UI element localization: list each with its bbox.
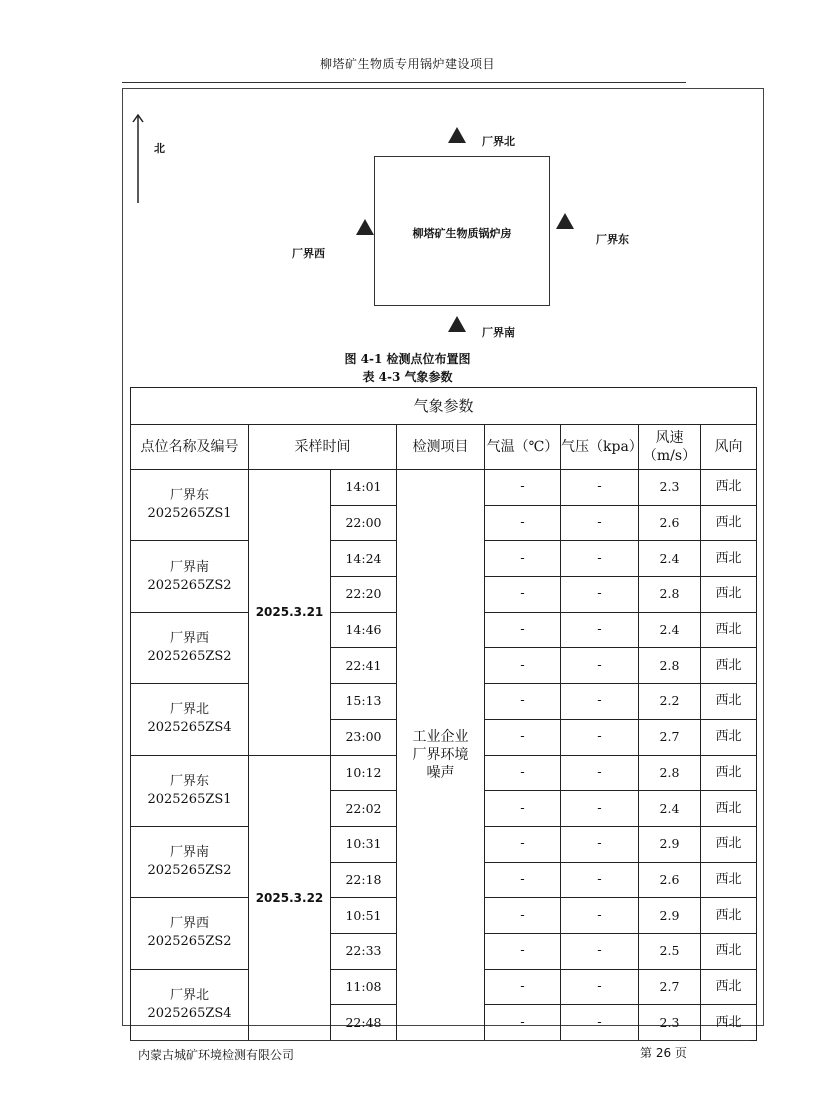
north-arrow-icon	[137, 113, 139, 203]
wind-speed-value: 2.9	[639, 898, 701, 934]
wind-direction-value: 西北	[701, 791, 757, 827]
pressure-value: -	[561, 684, 639, 720]
location-code: 2025265ZS4	[147, 720, 232, 736]
wind-speed-value: 2.4	[639, 541, 701, 577]
location-code: 2025265ZS4	[147, 1005, 232, 1021]
temperature-value: -	[485, 969, 561, 1005]
location-code: 2025265ZS2	[147, 648, 232, 664]
header-wind-direction: 风向	[701, 425, 757, 470]
pressure-value: -	[561, 541, 639, 577]
location-code: 2025265ZS2	[147, 863, 232, 879]
temperature-value: -	[485, 648, 561, 684]
sampling-time: 10:12	[331, 755, 397, 791]
wind-direction-value: 西北	[701, 470, 757, 506]
pressure-value: -	[561, 826, 639, 862]
footer-divider	[130, 1040, 750, 1041]
wind-direction-value: 西北	[701, 648, 757, 684]
pressure-value: -	[561, 648, 639, 684]
footer-company: 内蒙古城矿环境检测有限公司	[138, 1048, 295, 1062]
temperature-value: -	[485, 862, 561, 898]
location-name: 厂界北	[169, 987, 209, 1003]
wind-speed-value: 2.3	[639, 470, 701, 506]
pressure-value: -	[561, 505, 639, 541]
point-label-south: 厂界南	[482, 326, 515, 339]
pressure-value: -	[561, 577, 639, 613]
west-point-marker-icon	[356, 219, 374, 235]
wind-speed-value: 2.6	[639, 862, 701, 898]
pressure-value: -	[561, 612, 639, 648]
wind-direction-value: 西北	[701, 577, 757, 613]
point-label-east: 厂界东	[596, 233, 629, 246]
footer-page-number: 第 26 页	[640, 1046, 687, 1060]
location-name: 厂界南	[169, 559, 209, 575]
point-label-west: 厂界西	[292, 247, 325, 260]
figure-caption: 图 4-1 检测点位布置图	[344, 352, 471, 366]
header-temp: 气温（℃）	[485, 425, 561, 470]
page-header-title: 柳塔矿生物质专用锅炉建设项目	[319, 57, 495, 71]
location-cell	[131, 684, 249, 755]
wind-speed-value: 2.4	[639, 791, 701, 827]
meteorological-table	[130, 387, 757, 1041]
wind-direction-value: 西北	[701, 898, 757, 934]
wind-speed-value: 2.6	[639, 505, 701, 541]
sampling-date: 2025.3.21	[249, 470, 331, 756]
temperature-value: -	[485, 1005, 561, 1041]
sampling-time: 22:20	[331, 577, 397, 613]
location-cell	[131, 969, 249, 1040]
pressure-value: -	[561, 933, 639, 969]
sampling-time: 23:00	[331, 719, 397, 755]
location-cell	[131, 755, 249, 826]
wind-direction-value: 西北	[701, 826, 757, 862]
header-location: 点位名称及编号	[131, 425, 249, 470]
wind-direction-value: 西北	[701, 684, 757, 720]
north-point-marker-icon	[448, 127, 466, 143]
wind-direction-value: 西北	[701, 969, 757, 1005]
temperature-value: -	[485, 791, 561, 827]
north-label: 北	[154, 142, 165, 155]
sampling-time: 10:51	[331, 898, 397, 934]
wind-speed-value: 2.7	[639, 969, 701, 1005]
sampling-time: 22:02	[331, 791, 397, 827]
point-label-north: 厂界北	[482, 135, 515, 148]
sampling-time: 15:13	[331, 684, 397, 720]
sampling-date: 2025.3.22	[249, 755, 331, 1041]
temperature-value: -	[485, 898, 561, 934]
location-cell	[131, 826, 249, 897]
temperature-value: -	[485, 826, 561, 862]
location-code: 2025265ZS2	[147, 577, 232, 593]
header-wind-speed: 风速（m/s）	[639, 425, 701, 470]
wind-speed-value: 2.5	[639, 933, 701, 969]
wind-speed-value: 2.4	[639, 612, 701, 648]
pressure-value: -	[561, 898, 639, 934]
location-code: 2025265ZS1	[147, 506, 232, 522]
location-name: 厂界西	[169, 630, 209, 646]
wind-speed-value: 2.8	[639, 648, 701, 684]
building-label: 柳塔矿生物质锅炉房	[412, 227, 512, 240]
wind-direction-value: 西北	[701, 1005, 757, 1041]
sampling-time: 14:46	[331, 612, 397, 648]
south-point-marker-icon	[448, 316, 466, 332]
header-pressure: 气压（kpa）	[561, 425, 639, 470]
sampling-time: 14:01	[331, 470, 397, 506]
temperature-value: -	[485, 933, 561, 969]
temperature-value: -	[485, 755, 561, 791]
pressure-value: -	[561, 969, 639, 1005]
wind-speed-value: 2.8	[639, 577, 701, 613]
location-name: 厂界南	[169, 845, 209, 861]
location-name: 厂界东	[169, 773, 209, 789]
sampling-time: 11:08	[331, 969, 397, 1005]
wind-direction-value: 西北	[701, 505, 757, 541]
temperature-value: -	[485, 470, 561, 506]
wind-direction-value: 西北	[701, 541, 757, 577]
wind-speed-value: 2.9	[639, 826, 701, 862]
wind-direction-value: 西北	[701, 862, 757, 898]
pressure-value: -	[561, 470, 639, 506]
table-row	[131, 470, 757, 506]
location-name: 厂界东	[169, 488, 209, 504]
wind-speed-value: 2.3	[639, 1005, 701, 1041]
sampling-time: 22:18	[331, 862, 397, 898]
table-body	[131, 470, 757, 1041]
sampling-time: 22:33	[331, 933, 397, 969]
sampling-time: 22:48	[331, 1005, 397, 1041]
pressure-value: -	[561, 755, 639, 791]
test-item: 工业企业厂界环境噪声	[397, 470, 485, 1041]
sampling-time: 10:31	[331, 826, 397, 862]
location-code: 2025265ZS2	[147, 934, 232, 950]
wind-direction-value: 西北	[701, 933, 757, 969]
wind-direction-value: 西北	[701, 719, 757, 755]
wind-speed-value: 2.2	[639, 684, 701, 720]
location-name: 厂界西	[169, 916, 209, 932]
temperature-value: -	[485, 541, 561, 577]
temperature-value: -	[485, 505, 561, 541]
east-point-marker-icon	[556, 213, 574, 229]
location-cell	[131, 470, 249, 541]
location-cell	[131, 541, 249, 612]
pressure-value: -	[561, 791, 639, 827]
sampling-time: 22:41	[331, 648, 397, 684]
temperature-value: -	[485, 612, 561, 648]
temperature-value: -	[485, 719, 561, 755]
header-divider	[122, 82, 686, 83]
wind-direction-value: 西北	[701, 612, 757, 648]
location-name: 厂界北	[169, 702, 209, 718]
wind-speed-value: 2.7	[639, 719, 701, 755]
temperature-value: -	[485, 684, 561, 720]
location-cell	[131, 612, 249, 683]
table-title: 气象参数	[131, 388, 757, 425]
pressure-value: -	[561, 1005, 639, 1041]
header-sampling-time: 采样时间	[249, 425, 397, 470]
wind-speed-value: 2.8	[639, 755, 701, 791]
header-item: 检测项目	[397, 425, 485, 470]
location-cell	[131, 898, 249, 969]
sampling-time: 22:00	[331, 505, 397, 541]
wind-direction-value: 西北	[701, 755, 757, 791]
pressure-value: -	[561, 862, 639, 898]
boiler-house-box	[374, 156, 550, 306]
table-caption: 表 4-3 气象参数	[362, 370, 453, 384]
location-code: 2025265ZS1	[147, 791, 232, 807]
pressure-value: -	[561, 719, 639, 755]
sampling-time: 14:24	[331, 541, 397, 577]
temperature-value: -	[485, 577, 561, 613]
